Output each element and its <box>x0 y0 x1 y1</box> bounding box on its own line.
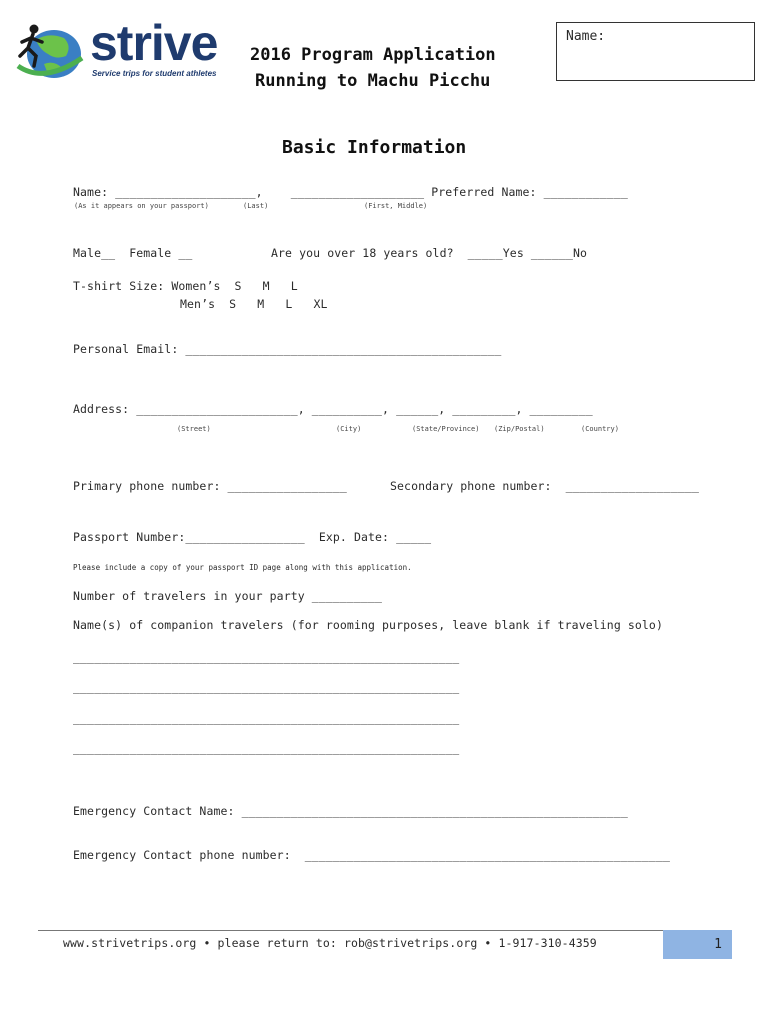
emergency-phone-field[interactable]: Emergency Contact phone number: ____________________________________________________ <box>73 848 671 862</box>
hint-passport: (As it appears on your passport) <box>74 202 209 210</box>
name-field[interactable]: Name: ____________________, ___________________ Preferred Name: ____________ <box>73 185 628 199</box>
companions-prompt: Name(s) of companion travelers (for rooming purposes, leave blank if traveling solo) <box>73 618 663 632</box>
over-18-field[interactable]: Are you over 18 years old? _____Yes ______No <box>271 246 588 260</box>
logo-wordmark: strive <box>90 15 218 71</box>
gender-field[interactable]: Male__ Female __ <box>73 246 193 260</box>
globe-runner-icon <box>14 20 88 80</box>
passport-note: Please include a copy of your passport ID page along with this application. <box>73 563 412 572</box>
travelers-field[interactable]: Number of travelers in your party __________ <box>73 589 383 603</box>
secondary-phone-field[interactable]: Secondary phone number: ___________________ <box>390 479 700 493</box>
logo-tagline: Service trips for student athletes <box>92 69 217 78</box>
document-subtitle: Running to Machu Picchu <box>255 71 491 91</box>
section-heading: Basic Information <box>282 137 467 158</box>
primary-phone-field[interactable]: Primary phone number: _________________ <box>73 479 347 493</box>
hint-last: (Last) <box>243 202 269 210</box>
hint-zip: (Zip/Postal) <box>494 425 545 433</box>
tshirt-mens[interactable]: Men’s S M L XL <box>180 297 328 311</box>
hint-country: (Country) <box>581 425 619 433</box>
email-field[interactable]: Personal Email: _____________________________________________ <box>73 342 502 356</box>
passport-field[interactable]: Passport Number:_________________ Exp. Date: _____ <box>73 530 432 544</box>
strive-logo <box>14 15 218 82</box>
hint-state: (State/Province) <box>412 425 480 433</box>
name-box[interactable] <box>556 22 755 81</box>
hint-street: (Street) <box>177 425 211 433</box>
document-title: 2016 Program Application <box>250 45 496 65</box>
footer-divider <box>38 930 663 931</box>
name-box-label: Name: <box>566 29 606 44</box>
companion-line[interactable]: _______________________________________________________ <box>73 741 460 755</box>
tshirt-womens[interactable]: T-shirt Size: Women’s S M L <box>73 279 298 293</box>
footer-contact: www.strivetrips.org • please return to: rob@strivetrips.org • 1-917-310-4359 <box>63 936 597 950</box>
emergency-name-field[interactable]: Emergency Contact Name: _______________________________________________________ <box>73 804 628 818</box>
address-field[interactable]: Address: _______________________, __________, ______, _________, _________ <box>73 402 593 416</box>
hint-first-middle: (First, Middle) <box>364 202 428 210</box>
page-number: 1 <box>663 930 732 959</box>
companion-line[interactable]: _______________________________________________________ <box>73 711 460 725</box>
companion-line[interactable]: _______________________________________________________ <box>73 680 460 694</box>
hint-city: (City) <box>336 425 362 433</box>
companion-line[interactable]: _______________________________________________________ <box>73 650 460 664</box>
